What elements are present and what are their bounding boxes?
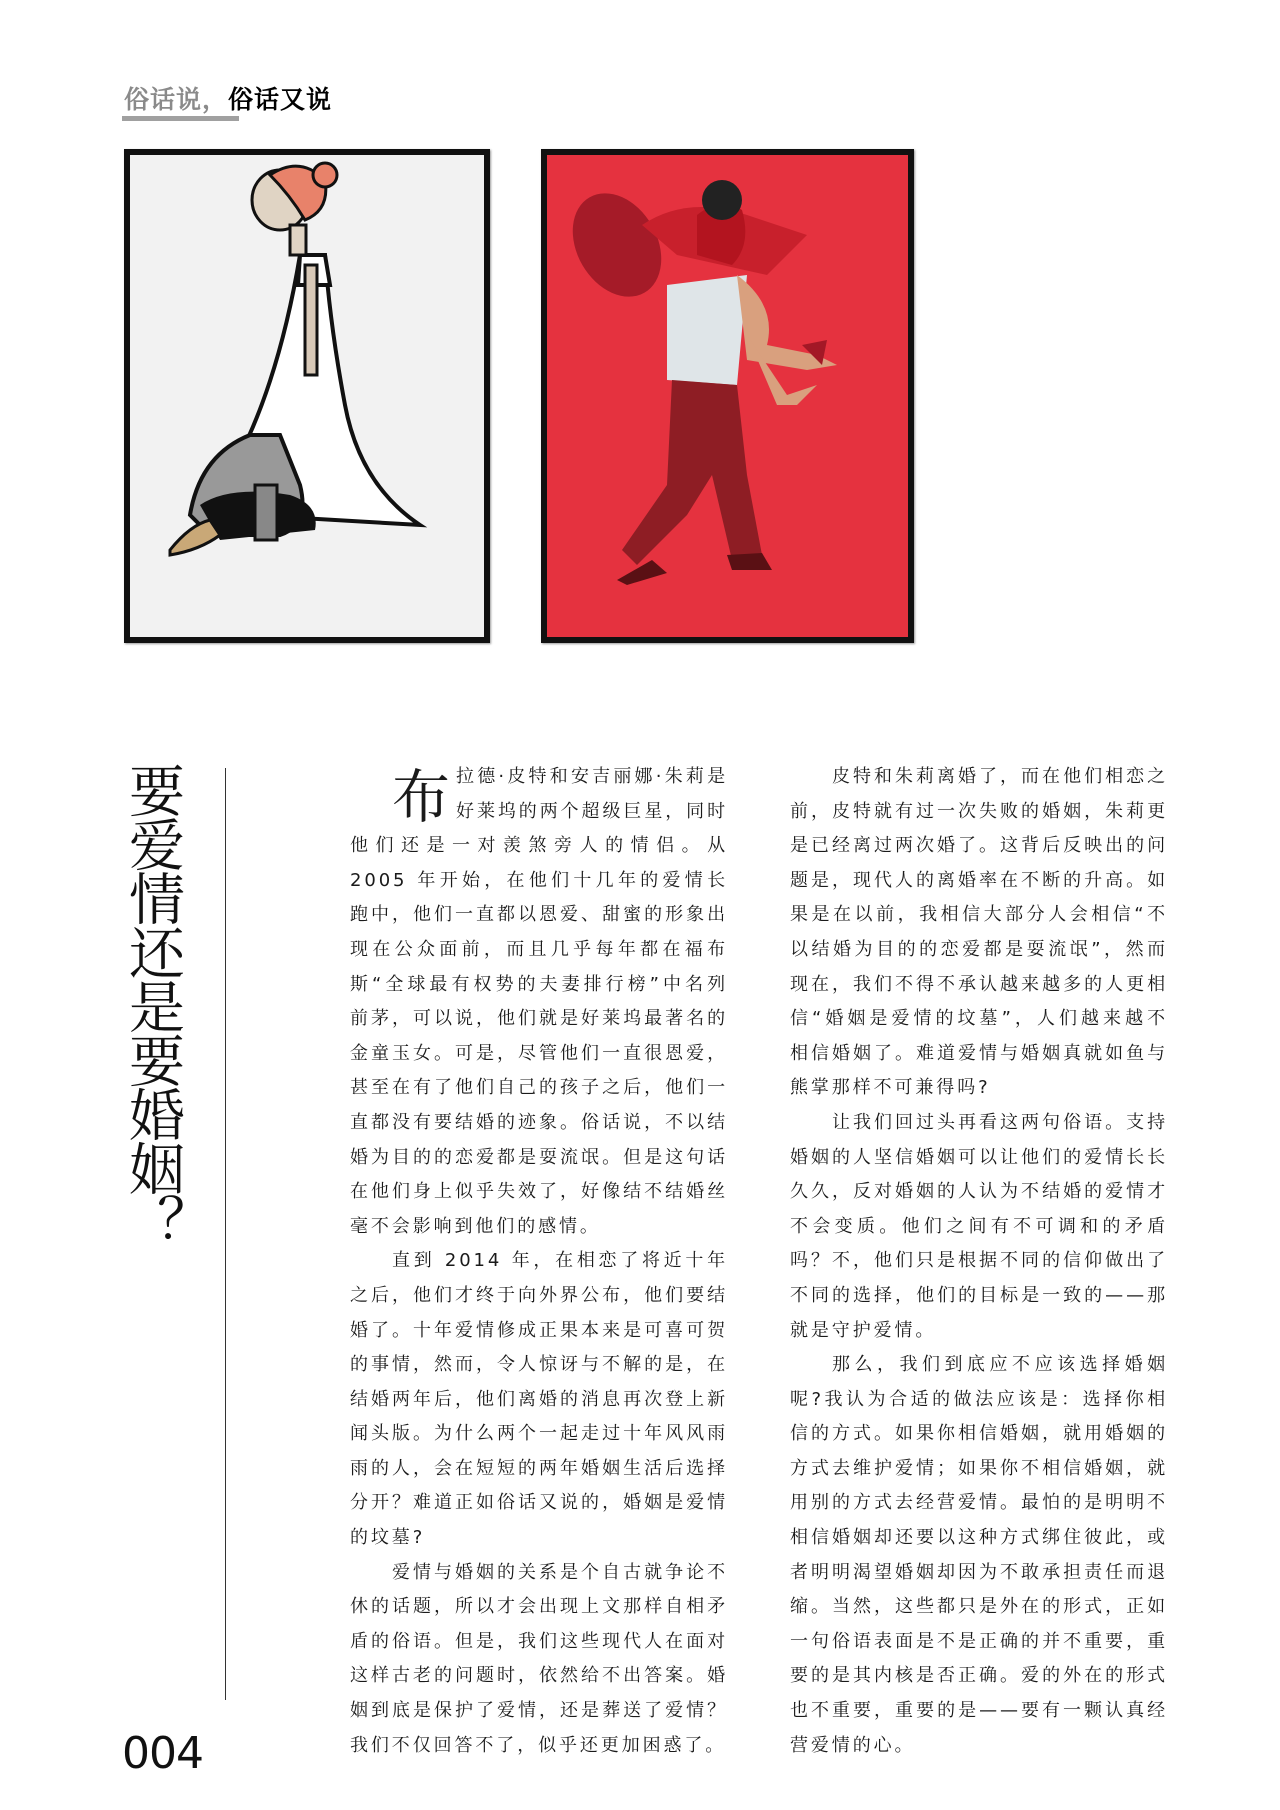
dancing-couple-image bbox=[547, 155, 908, 637]
article-title: 要爱情还是要婚姻？ bbox=[120, 762, 185, 1248]
paragraph: 爱情与婚姻的关系是个自古就争论不休的话题，所以才会出现上文那样自相矛盾的俗语。但是，我们这些现代人在面对这样古老的问题时，依然给不出答案。婚姻到底是保护了爱情，还是葬送了爱情？我们不仅回答不了，似乎还更加困惑了。 bbox=[350, 1561, 728, 1756]
article-column-2 bbox=[790, 760, 1168, 1763]
paragraph: 皮特和朱莉离婚了，而在他们相恋之前，皮特就有过一次失败的婚姻，朱莉更是已经离过两次婚了。这背后反映出的问题是，现代人的离婚率在不断的升高。如果是在以前，我相信大部分人会相信“不以结婚为目的的恋爱都是耍流氓”，然而现在，我们不得不承认越来越多的人更相信“婚姻是爱情的坟墓”，人们越来越不相信婚姻了。难道爱情与婚姻真就如鱼与熊掌那样不可兼得吗? bbox=[790, 766, 1168, 1099]
title-divider bbox=[225, 768, 226, 1700]
article-column-1 bbox=[350, 760, 728, 1763]
header-underline bbox=[122, 116, 239, 121]
paragraph: 直到 2014 年，在相恋了将近十年之后，他们才终于向外界公布，他们要结婚了。十年爱情修成正果本来是可喜可贺的事情，然而，令人惊讶与不解的是，在结婚两年后，他们离婚的消息再次登上新闻头版。为什么两个一起走过十年风风雨雨的人，会在短短的两年婚姻生活后选择分开？难道正如俗话又说的，婚姻是爱情的坟墓? bbox=[350, 1250, 728, 1549]
header-part2: 俗话又说 bbox=[228, 85, 333, 114]
illustration-bride bbox=[124, 149, 490, 643]
bride-kneeling-groom-image bbox=[130, 155, 484, 637]
page-number: 004 bbox=[122, 1728, 203, 1779]
paragraph bbox=[350, 760, 728, 1244]
section-header bbox=[124, 80, 332, 116]
drop-cap: 布 bbox=[392, 763, 451, 831]
header-part1: 俗话说， bbox=[124, 85, 229, 114]
illustration-dancers bbox=[541, 149, 914, 643]
paragraph: 让我们回过头再看这两句俗语。支持婚姻的人坚信婚姻可以让他们的爱情长长久久，反对婚姻的人认为不结婚的爱情才不会变质。他们之间有不可调和的矛盾吗？不，他们只是根据不同的信仰做出了不同的选择，他们的目标是一致的——那就是守护爱情。 bbox=[790, 1111, 1168, 1341]
paragraph: 那么，我们到底应不应该选择婚姻呢?我认为合适的做法应该是：选择你相信的方式。如果你相信婚姻，就用婚姻的方式去维护爱情；如果你不相信婚姻，就用别的方式去经营爱情。最怕的是明明不相信婚姻却还要以这种方式绑住彼此，或者明明渴望婚姻却因为不敢承担责任而退缩。当然，这些都只是外在的形式，正如一句俗语表面是不是正确的并不重要，重要的是其内核是否正确。爱的外在的形式也不重要，重要的是——要有一颗认真经营爱情的心。 bbox=[790, 1354, 1168, 1756]
paragraph-text: 拉德·皮特和安吉丽娜·朱莉是好莱坞的两个超级巨星，同时他们还是一对羡煞旁人的情侣。从 2005 年开始，在他们十几年的爱情长跑中，他们一直都以恩爱、甜蜜的形象出现在公众面前，而且几乎每年都在福布斯“全球最有权势的夫妻排行榜”中名列前茅，可以说，他们就是好莱坞最著名的金童玉女。可是，尽管他们一直很恩爱，甚至在有了他们自己的孩子之后，他们一直都没有要结婚的迹象。俗话说，不以结婚为目的的恋爱都是耍流氓。但是这句话在他们身上似乎失效了，好像结不结婚丝毫不会影响到他们的感情。 bbox=[350, 766, 728, 1237]
